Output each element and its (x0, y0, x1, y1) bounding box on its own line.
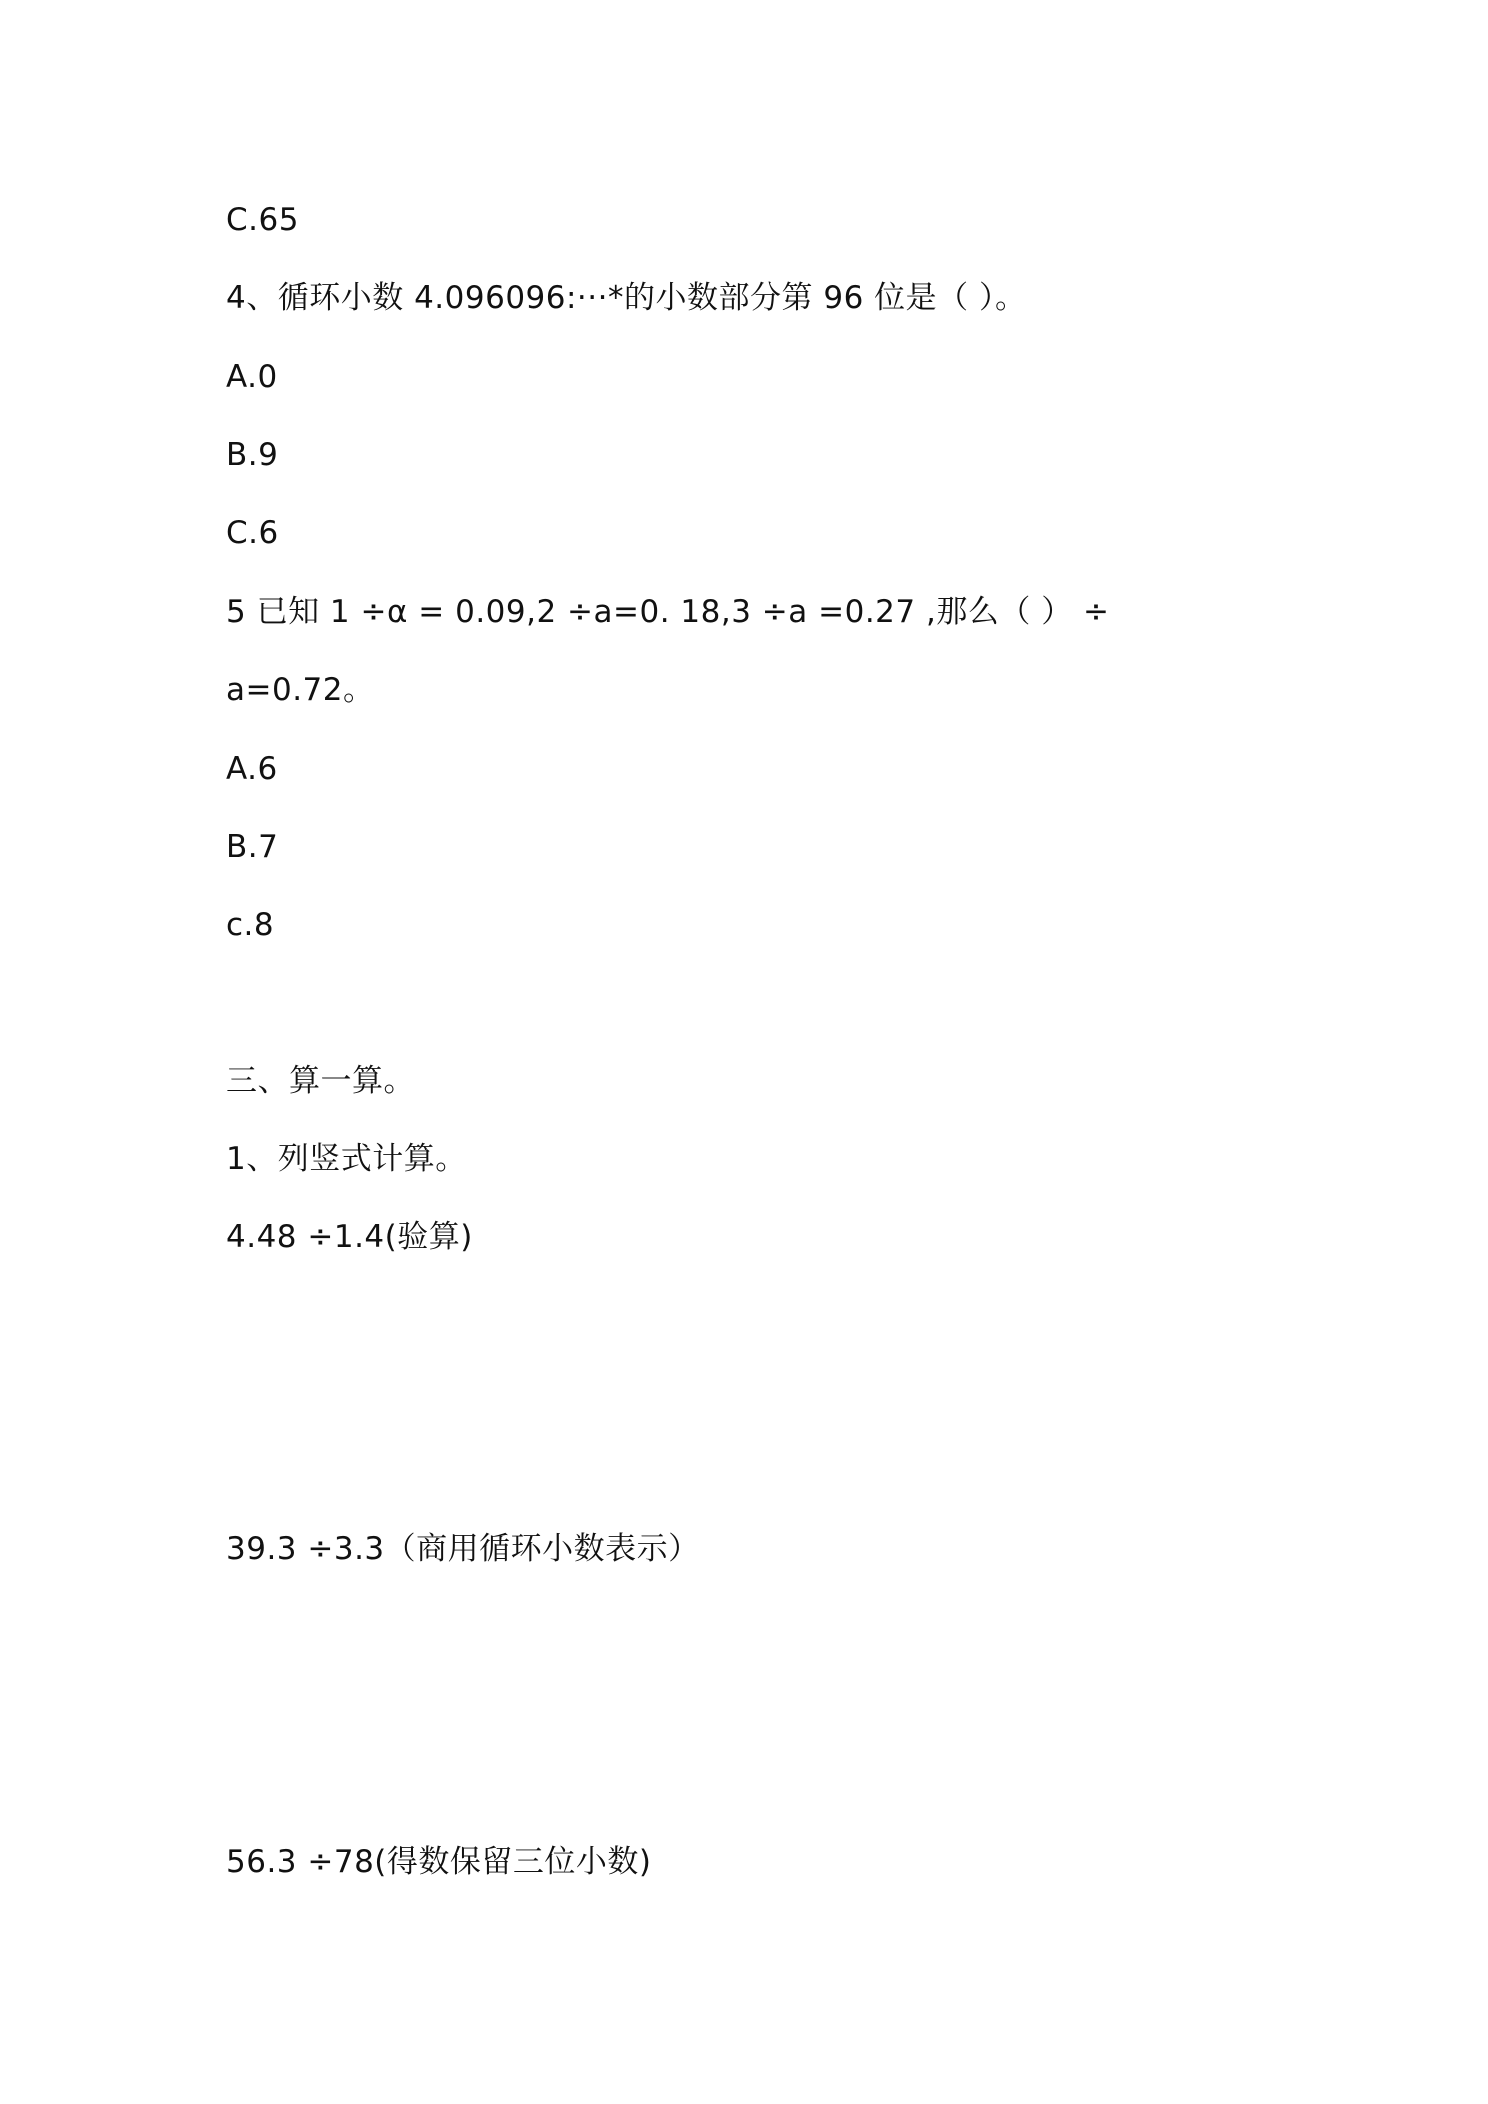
question-5: 5 已知 1 ÷α = 0.09,2 ÷a=0. 18,3 ÷a =0.27 ,那么（ ） ÷ (226, 594, 1110, 630)
question-5-continued: a=0.72。 (226, 672, 375, 708)
section-heading: 三、算一算。 (226, 1063, 415, 1099)
option-a-q5: A.6 (226, 751, 278, 787)
option-b-q4: B.9 (226, 437, 279, 473)
option-b-q5: B.7 (226, 829, 279, 865)
option-c-q4: C.6 (226, 515, 279, 551)
calc-problem-1: 4.48 ÷1.4(验算) (226, 1219, 473, 1255)
question-4: 4、循环小数 4.096096:···*的小数部分第 96 位是（ ）。 (226, 280, 1027, 316)
option-c-q3: C.65 (226, 202, 299, 238)
calc-problem-2: 39.3 ÷3.3（商用循环小数表示） (226, 1531, 700, 1567)
task-1-heading: 1、列竖式计算。 (226, 1141, 467, 1177)
option-c-q5: c.8 (226, 907, 275, 943)
calc-problem-3: 56.3 ÷78(得数保留三位小数) (226, 1844, 652, 1880)
option-a-q4: A.0 (226, 359, 278, 395)
